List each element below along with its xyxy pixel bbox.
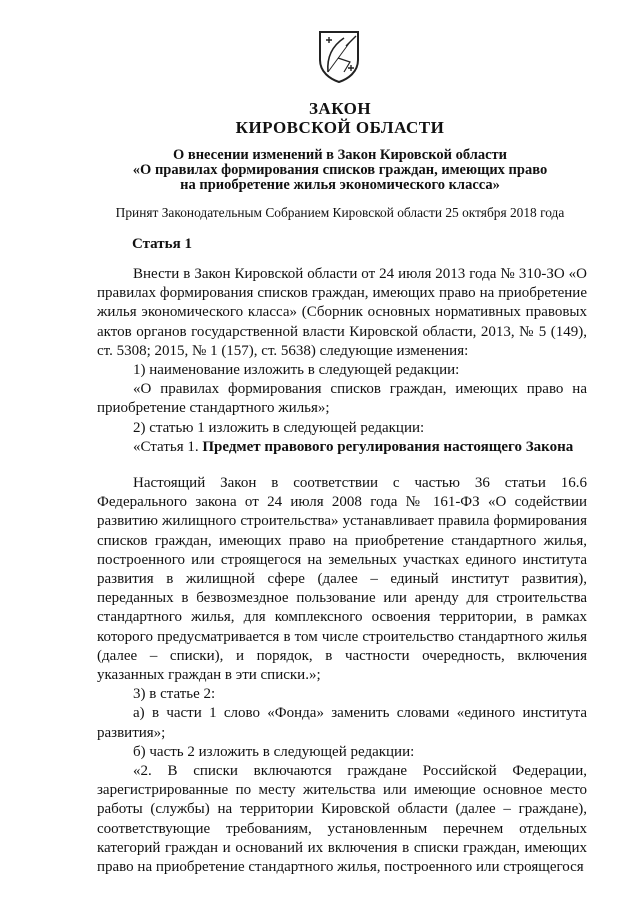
article-1-title: Предмет правового регулирования настоящего Закона xyxy=(202,438,574,455)
article-heading: Статья 1 xyxy=(132,236,192,252)
adoption-note: Принят Законодательным Собранием Кировской области 25 октября 2018 года xyxy=(115,205,565,220)
law-subtitle-line-1: О внесении изменений в Закон Кировской области xyxy=(172,147,508,163)
article-body-part-2 xyxy=(97,474,587,877)
law-subtitle-line-3: на приобретение жилья экономического класса» xyxy=(180,177,500,193)
intro-paragraph: Внести в Закон Кировской области от 24 июля 2013 года № 310-ЗО «О правилах формирования списков граждан, имеющих право на приобретение жилья экономического класса» (Сборник основных нормативных правовых актов органов государственной власти Кировской области, 2013, № 5 (149), ст. 5308; 2015, № 1 (157), ст. 5638) следующие изменения: xyxy=(97,266,587,359)
amendment-item-2-text: Настоящий Закон в соответствии с частью 36 статьи 16.6 Федерального закона от 24 июля 2008 года № 161-ФЗ «О содействии развитию жилищного строительства» устанавливает правила формирования списков граждан, имеющих право на приобретение стандартного жилья, построенного или строящегося на земельных участках единого института развития в жилищной сфере (далее – единый институт развития), переданных в безвозмездное пользование или аренду для строительства стандартного жилья, для комплексного освоения территории, в рамках которого предусматривается в том числе строительство стандартного жилья (далее – списки), и порядок, в частности очередность, включения указанных граждан в эти списки.»; xyxy=(97,475,587,684)
amendment-item-1: 1) наименование изложить в следующей редакции: xyxy=(133,362,460,379)
region-title: КИРОВСКОЙ ОБЛАСТИ xyxy=(235,118,445,137)
amendment-item-3b: б) часть 2 изложить в следующей редакции: xyxy=(133,743,415,760)
article-body-part-1 xyxy=(97,265,587,457)
amendment-item-3: 3) в статье 2: xyxy=(133,686,216,703)
amendment-item-2-heading xyxy=(97,438,587,457)
coat-of-arms-emblem xyxy=(316,28,362,84)
law-title: ЗАКОН xyxy=(308,99,372,118)
amendment-item-1-text: «О правилах формирования списков граждан, имеющих право на приобретение стандартного жилья»; xyxy=(97,381,587,417)
law-subtitle-line-2: «О правилах формирования списков граждан, имеющих право xyxy=(132,162,548,178)
amendment-item-3b-text: «2. В списки включаются граждане Российской Федерации, зарегистрированные по месту жительства или имеющие основное место работы (службы) на территории Кировской области (далее – граждане), соответствующие требованиям, установленным перечнем отдельных категорий граждан и оснований их включения в списки граждан, имеющих право на приобретение стандартного жилья, построенного или строящегося xyxy=(97,763,587,876)
article-1-prefix: «Статья 1. xyxy=(133,438,203,455)
amendment-item-2: 2) статью 1 изложить в следующей редакции: xyxy=(133,419,425,436)
amendment-item-3a: а) в части 1 слово «Фонда» заменить словами «единого института развития»; xyxy=(97,705,587,741)
